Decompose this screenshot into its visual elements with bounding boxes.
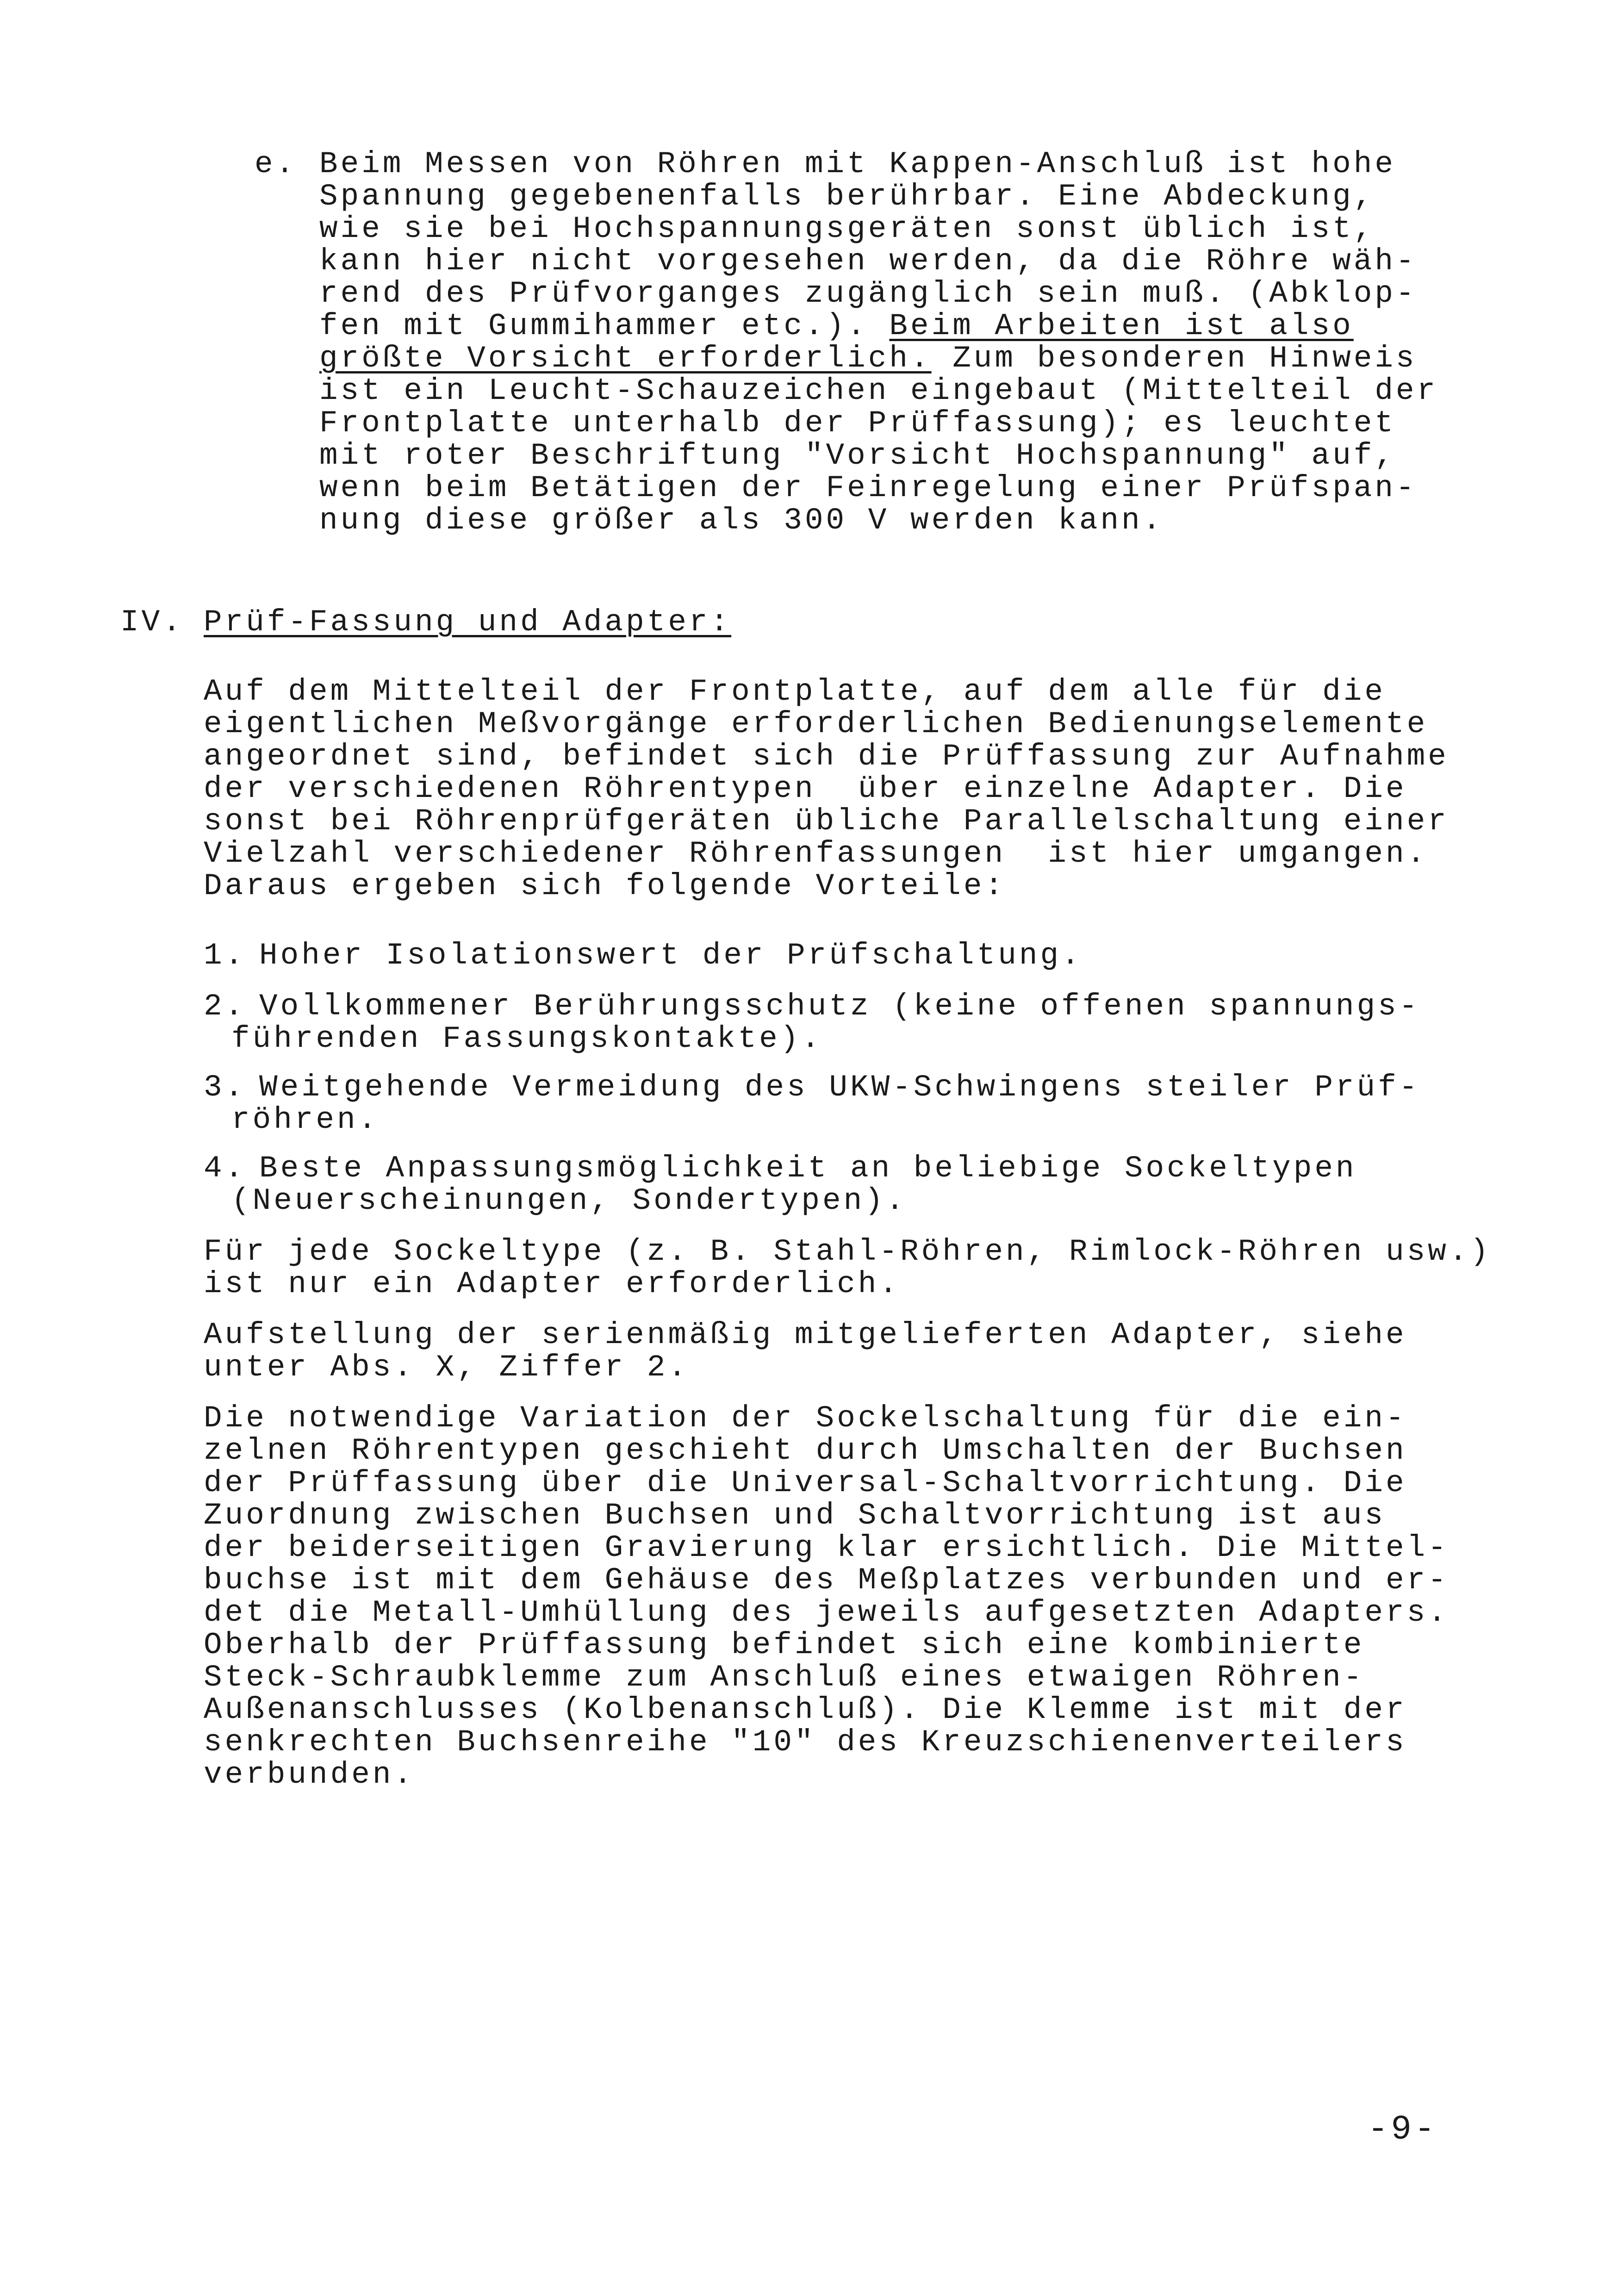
variation-line: der beiderseitigen Gravierung klar ersichtlich. Die Mittel- xyxy=(204,1531,1449,1565)
variation-line: Außenanschlusses (Kolbenanschluß). Die Klemme ist mit der xyxy=(204,1692,1407,1727)
list-item-text: (Neuerscheinungen, Sondertypen). xyxy=(231,1183,907,1218)
item-e-line-9: Frontplatte unterhalb der Prüffassung); es leuchtet xyxy=(319,406,1396,441)
item-e-line-6 xyxy=(319,310,1354,342)
list-item-text: Beste Anpassungsmöglichkeit an beliebige Sockeltypen xyxy=(259,1151,1357,1186)
list-number: 2. xyxy=(204,989,246,1024)
item-e-line-4: kann hier nicht vorgesehen werden, da die Röhre wäh- xyxy=(319,244,1417,279)
item-e-line-3: wie sie bei Hochspannungsgeräten sonst üblich ist, xyxy=(319,212,1375,246)
intro-line-5: sonst bei Röhrenprüfgeräten übliche Parallelschaltung einer xyxy=(204,804,1449,839)
intro-line-6: Vielzahl verschiedener Röhrenfassungen ist hier umgangen. xyxy=(204,836,1428,871)
variation-line: verbunden. xyxy=(204,1757,415,1792)
item-e-line-5: rend des Prüfvorganges zugänglich sein muß. (Abklop- xyxy=(319,276,1417,311)
warning-text-1: Beim Arbeiten ist also xyxy=(889,309,1354,343)
item-e-line-12: nung diese größer als 300 V werden kann. xyxy=(319,503,1164,538)
warning-text-2: größte Vorsicht erforderlich. xyxy=(319,341,932,376)
intro-line-4: der verschiedenen Röhrentypen über einzelne Adapter. Die xyxy=(204,772,1407,806)
item-e-line-11: wenn beim Betätigen der Feinregelung einer Prüfspan- xyxy=(319,471,1417,505)
list-item-text: Vollkommener Berührungsschutz (keine offenen spannungs- xyxy=(259,989,1420,1024)
variation-line: zelnen Röhrentypen geschieht durch Umschalten der Buchsen xyxy=(204,1433,1407,1468)
socket-line-1: Für jede Sockeltype (z. B. Stahl-Röhren, Rimlock-Röhren usw.) xyxy=(204,1234,1491,1269)
intro-line-2: eigentlichen Meßvorgänge erforderlichen Bedienungselemente xyxy=(204,707,1428,741)
adapter-line-2: unter Abs. X, Ziffer 2. xyxy=(204,1350,689,1385)
variation-line: buchse ist mit dem Gehäuse des Meßplatzes verbunden und er- xyxy=(204,1563,1449,1598)
variation-line: Oberhalb der Prüffassung befindet sich eine kombinierte xyxy=(204,1628,1365,1662)
page-number: -9- xyxy=(1368,2110,1438,2149)
item-e-line-6-start: fen mit Gummihammer etc.). xyxy=(319,309,890,343)
section-number: IV. xyxy=(120,605,184,640)
variation-line: det die Metall-Umhüllung des jeweils aufgesetzten Adapters. xyxy=(204,1595,1449,1630)
item-e-line-8: ist ein Leucht-Schauzeichen eingebaut (Mittelteil der xyxy=(319,373,1438,408)
intro-line-1: Auf dem Mittelteil der Frontplatte, auf dem alle für die xyxy=(204,674,1386,709)
list-item-text: Hoher Isolationswert der Prüfschaltung. xyxy=(259,938,1083,973)
variation-line: senkrechten Buchsenreihe "10" des Kreuzschienenverteilers xyxy=(204,1725,1407,1760)
variation-line: Zuordnung zwischen Buchsen und Schaltvorrichtung ist aus xyxy=(204,1498,1386,1533)
list-number: 1. xyxy=(204,938,246,973)
item-e-line-7 xyxy=(319,342,1417,375)
item-e-line-7-end: Zum besonderen Hinweis xyxy=(931,341,1417,376)
list-item-text: Weitgehende Vermeidung des UKW-Schwingens steiler Prüf- xyxy=(259,1070,1420,1105)
list-item-text: röhren. xyxy=(231,1102,380,1137)
variation-line: der Prüffassung über die Universal-Schaltvorrichtung. Die xyxy=(204,1466,1407,1500)
item-e-label: e. xyxy=(255,147,297,181)
list-number: 4. xyxy=(204,1151,246,1186)
item-e-line-1: Beim Messen von Röhren mit Kappen-Anschluß ist hohe xyxy=(319,147,1396,181)
item-e-line-2: Spannung gegebenenfalls berührbar. Eine Abdeckung, xyxy=(319,179,1375,214)
list-item-text: führenden Fassungskontakte). xyxy=(231,1021,822,1056)
section-title: Prüf-Fassung und Adapter: xyxy=(204,605,732,640)
variation-line: Steck-Schraubklemme zum Anschluß eines etwaigen Röhren- xyxy=(204,1660,1365,1695)
adapter-line-1: Aufstellung der serienmäßig mitgelieferten Adapter, siehe xyxy=(204,1318,1407,1352)
intro-line-3: angeordnet sind, befindet sich die Prüffassung zur Aufnahme xyxy=(204,739,1449,774)
item-e-line-10: mit roter Beschriftung "Vorsicht Hochspannung" auf, xyxy=(319,438,1396,473)
intro-line-7: Daraus ergeben sich folgende Vorteile: xyxy=(204,869,1006,903)
variation-line: Die notwendige Variation der Sockelschaltung für die ein- xyxy=(204,1401,1407,1436)
list-number: 3. xyxy=(204,1070,246,1105)
socket-line-2: ist nur ein Adapter erforderlich. xyxy=(204,1267,901,1301)
